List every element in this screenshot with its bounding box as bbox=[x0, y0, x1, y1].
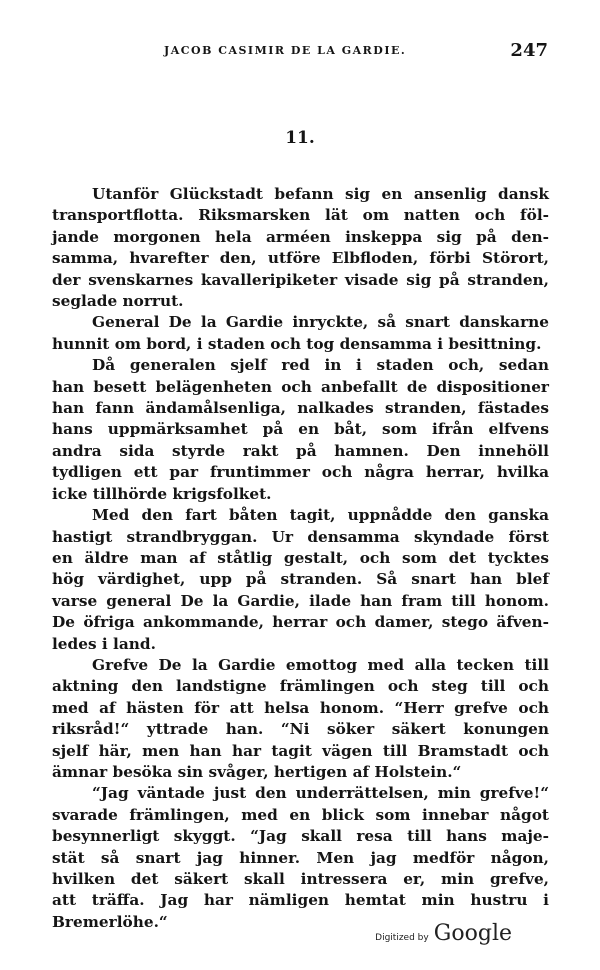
text-line: riksråd!“ yttrade han. “Ni söker säkert konungen bbox=[52, 720, 549, 739]
text-line: Med den fart båten tagit, uppnådde den ganska bbox=[92, 506, 549, 525]
text-line: der svenskarnes kavalleripiketer visade sig på stranden, bbox=[52, 270, 549, 289]
text-line: stät så snart jag hinner. Men jag medför någon, bbox=[52, 848, 549, 867]
text-line: General De la Gardie inryckte, så snart danskarne bbox=[92, 313, 549, 332]
text-line: Då generalen sjelf red in i staden och, sedan bbox=[92, 356, 549, 375]
text-line: en äldre man af ståtlig gestalt, och som det tycktes bbox=[52, 548, 549, 567]
text-line: “Jag väntade just den underrättelsen, min grefve!“ bbox=[92, 784, 549, 803]
text-line: sjelf här, men han har tagit vägen till Bramstadt och bbox=[52, 741, 549, 760]
text-line: varse general De la Gardie, ilade han fram till honom. bbox=[52, 591, 549, 610]
text-line: han fann ändamålsenliga, nalkades stranden, fästades bbox=[52, 399, 549, 418]
text-line: besynnerligt skyggt. “Jag skall resa till hans maje- bbox=[52, 827, 549, 846]
text-line: Utanför Glückstadt befann sig en ansenlig dansk bbox=[92, 185, 549, 203]
watermark-prefix: Digitized by bbox=[375, 933, 429, 943]
text-line: icke tillhörde krigsfolket. bbox=[52, 484, 272, 503]
text-line: tydligen ett par fruntimmer och några herrar, hvilka bbox=[52, 463, 549, 482]
text-line: hans uppmärksamhet på en båt, som ifrån elfvens bbox=[52, 420, 549, 439]
text-line: hastigt strandbryggan. Ur densamma skyndade först bbox=[52, 527, 549, 546]
page-number: 247 bbox=[510, 40, 548, 61]
google-logo: Google bbox=[433, 921, 512, 946]
google-watermark bbox=[375, 921, 512, 946]
text-line: med af hästen för att helsa honom. “Herr grefve och bbox=[52, 698, 549, 717]
text-line: svarade främlingen, med en blick som innebar något bbox=[52, 805, 549, 824]
text-line: samma, hvarefter den, utföre Elbfloden, förbi Störort, bbox=[52, 249, 549, 268]
text-line: hunnit om bord, i staden och tog densamma i besittning. bbox=[52, 334, 542, 353]
text-line: hvilken det säkert skall intressera er, min grefve, bbox=[52, 870, 549, 888]
text-line: han besett belägenheten och anbefallt de dispositioner bbox=[52, 377, 549, 396]
text-line: transportflotta. Riksmarsken lät om natten och föl- bbox=[52, 206, 549, 225]
text-line: ledes i land. bbox=[52, 634, 156, 653]
running-title: JACOB CASIMIR DE LA GARDIE. bbox=[164, 44, 407, 57]
text-line: De öfriga ankommande, herrar och damer, stego äfven- bbox=[52, 613, 549, 632]
text-line: ämnar besöka sin svåger, hertigen af Holstein.“ bbox=[52, 762, 462, 781]
text-line: jande morgonen hela arméen inskeppa sig på den- bbox=[52, 227, 549, 246]
running-header bbox=[52, 40, 548, 64]
text-line: seglade norrut. bbox=[52, 292, 184, 311]
text-line: hög värdighet, upp på stranden. Så snart han blef bbox=[52, 570, 549, 589]
text-line: att träffa. Jag har nämligen hemtat min hustru i bbox=[52, 891, 549, 910]
text-line: Bremerlöhe.“ bbox=[52, 912, 168, 931]
body-text bbox=[52, 184, 549, 933]
text-line: Grefve De la Gardie emottog med alla tecken till bbox=[92, 655, 549, 674]
text-line: aktning den landstigne främlingen och steg till och bbox=[52, 677, 549, 696]
chapter-number: 11. bbox=[285, 128, 315, 148]
text-line: andra sida styrde rakt på hamnen. Den innehöll bbox=[52, 441, 549, 460]
